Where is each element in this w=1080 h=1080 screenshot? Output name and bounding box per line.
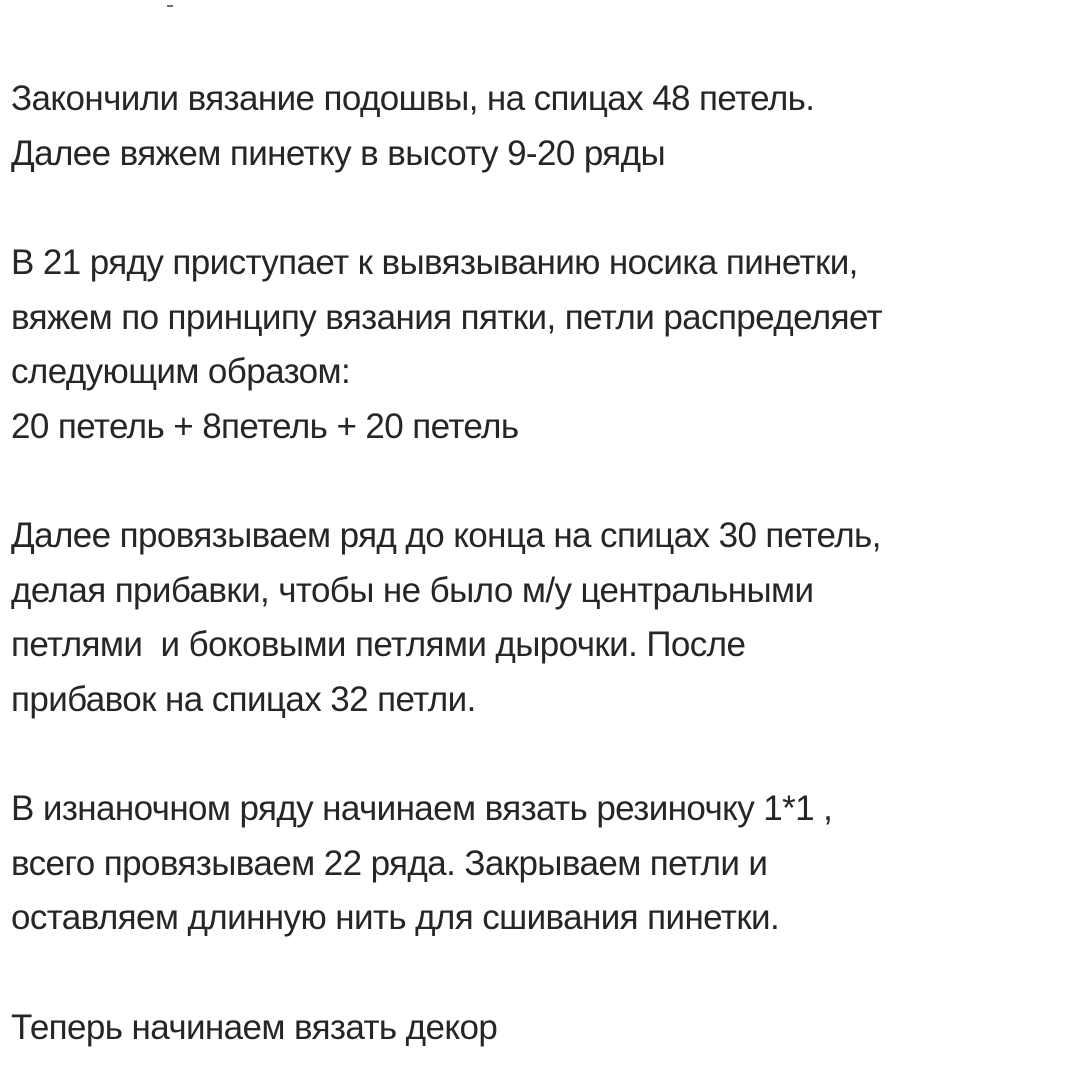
text-line: следующим образом: [11,352,351,391]
text-line: 20 петель + 8петель + 20 петель [11,406,519,446]
text-line: всего провязываем 22 ряда. Закрываем петли и [11,843,768,883]
text-line: делая прибавки, чтобы не было м/у центральными [11,570,814,610]
paragraph-decor [11,1001,1076,1056]
text-line: вяжем по принципу вязания пятки, петли распределяет [11,297,883,337]
text-line: Далее вяжем пинетку в высоту 9-20 ряды [11,133,666,173]
instruction-text [11,72,1076,1055]
text-line: петлями и боковыми петлями дырочки. После [11,625,746,664]
text-line: оставляем длинную нить для сшивания пинетки. [11,898,780,937]
top-edge-mark [167,5,173,7]
text-line: Далее провязываем ряд до конца на спицах 30 петель, [11,516,881,555]
paragraph-toe-start [11,236,1076,454]
text-line: Закончили вязание подошвы, на спицах 48 петель. [11,79,815,118]
paragraph-gap [11,727,1076,782]
paragraph-ribbing [11,782,1076,946]
text-line: В 21 ряду приступает к вывязыванию носика пинетки, [11,243,858,282]
text-line: Теперь начинаем вязать декор [11,1007,498,1047]
text-line: В изнаночном ряду начинаем вязать резиночку 1*1 , [11,789,833,828]
paragraph-sole-finished [11,72,1076,181]
paragraph-increases [11,509,1076,727]
text-line: прибавок на спицах 32 петли. [11,679,476,719]
paragraph-gap [11,946,1076,1001]
paragraph-gap [11,181,1076,236]
paragraph-gap [11,454,1076,509]
